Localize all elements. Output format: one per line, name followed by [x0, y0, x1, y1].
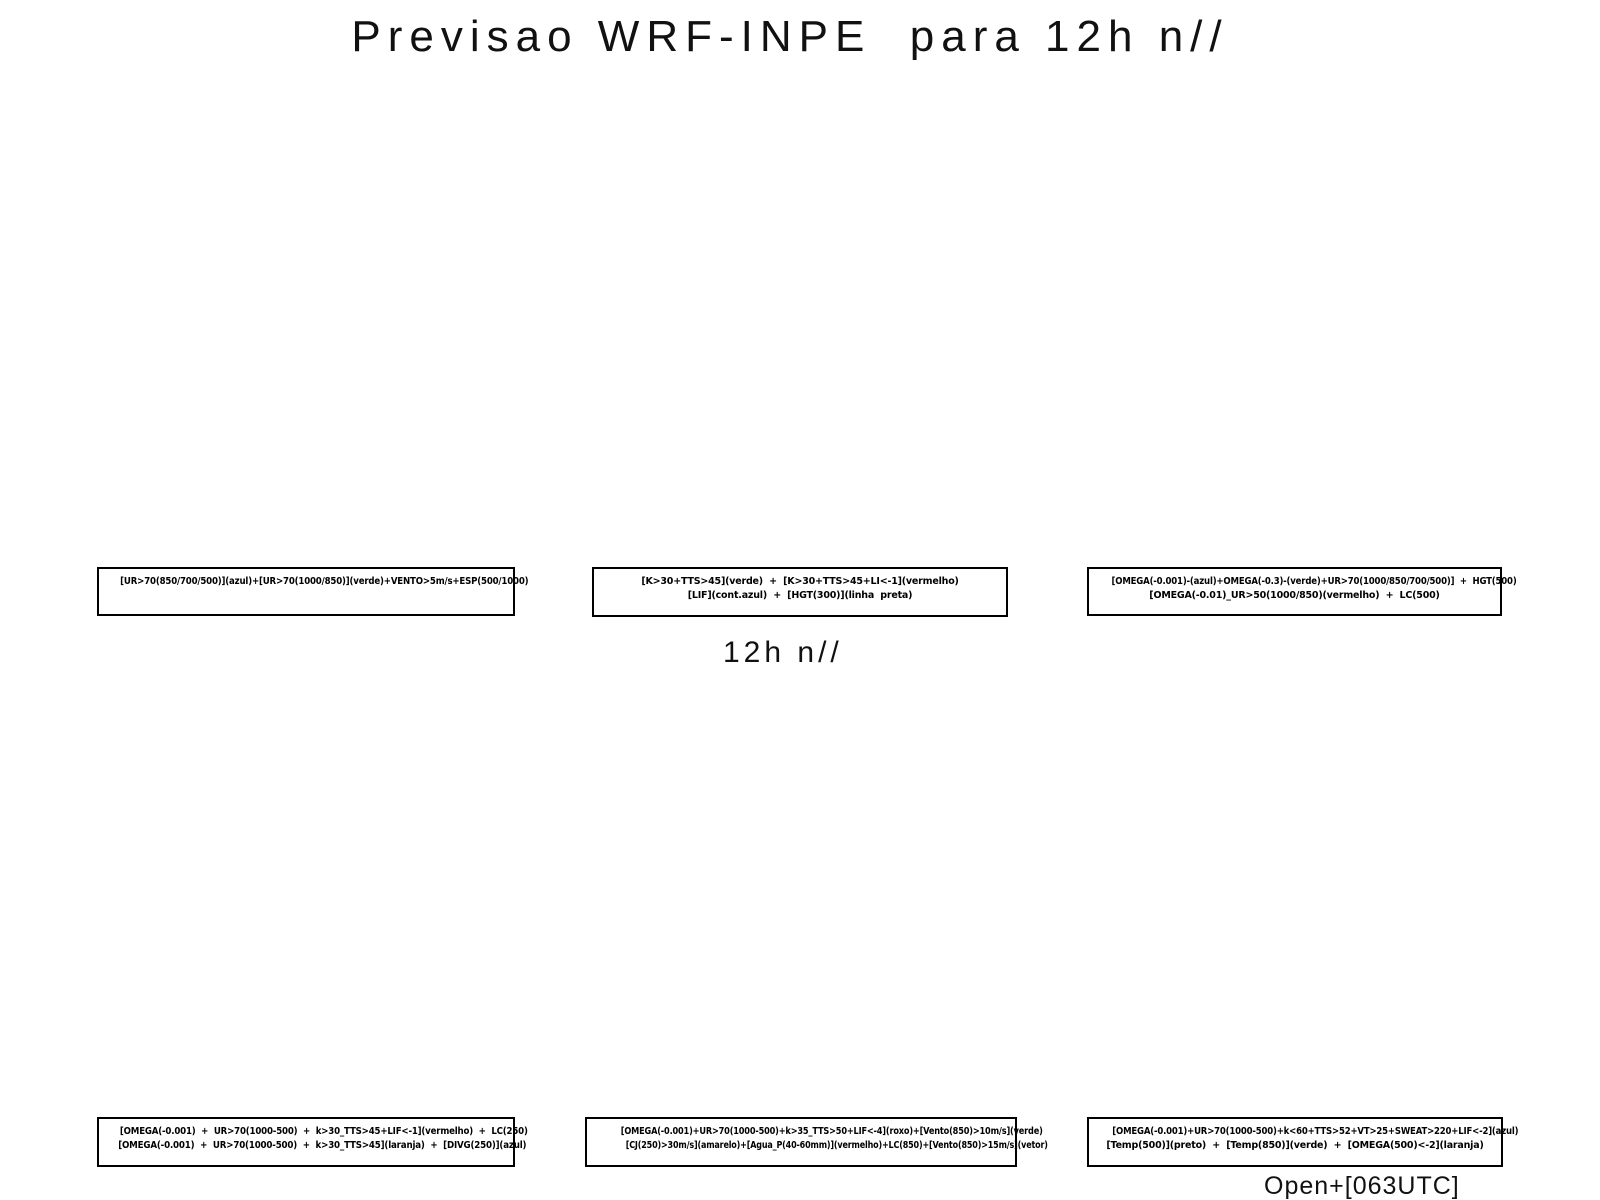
- legend-text: [CJ(250)>30m/s](amarelo)+[Agua_P(40-60mm)](vermelho)+LC(850)+[Vento(850)>15m/s](vetor): [625, 1140, 1048, 1151]
- legend-box-top-left: [97, 567, 529, 616]
- legend-box-bottom-center: [585, 1117, 1048, 1167]
- legend-box-top-right: [1087, 567, 1517, 616]
- legend-text: [Temp(500)](preto) + [Temp(850)](verde) + [OMEGA(500)<-2](laranja): [1106, 1140, 1484, 1151]
- legend-text: [LIF](cont.azul) + [HGT(300)](linha preta): [687, 590, 913, 601]
- legend-text: [UR>70(850/700/500)](azul)+[UR>70(1000/850)](verde)+VENTO>5m/s+ESP(500/1000): [120, 576, 529, 587]
- legend-line: [99, 1125, 528, 1139]
- legend-line: [587, 1125, 1043, 1139]
- legend-text: [OMEGA(-0.001) + UR>70(1000-500) + k>30_TTS>45+LIF<-1](vermelho) + LC(250): [119, 1126, 528, 1137]
- legend-line: [594, 575, 1006, 589]
- legend-line: [587, 1139, 1048, 1153]
- forecast-hour-label: 12h n//: [723, 636, 843, 669]
- legend-text: [OMEGA(-0.001)+UR>70(1000-500)+k<60+TTS>52+VT>25+SWEAT>220+LIF<-2](azul): [1112, 1126, 1519, 1137]
- legend-line: [1089, 589, 1500, 603]
- legend-text: [K>30+TTS>45](verde) + [K>30+TTS>45+LI<-1](vermelho): [641, 576, 959, 587]
- legend-box-bottom-right: [1087, 1117, 1519, 1167]
- legend-line: [1089, 575, 1517, 589]
- legend-line: [1089, 1125, 1519, 1139]
- legend-line: [1089, 1139, 1501, 1153]
- legend-line: [99, 575, 529, 589]
- legend-text: [OMEGA(-0.001)+UR>70(1000-500)+k>35_TTS>50+LIF<-4](roxo)+[Vento(850)>10m/s](verde): [620, 1126, 1043, 1137]
- legend-line: [99, 1139, 527, 1153]
- legend-line: [594, 589, 1006, 603]
- page-title: Previsao WRF-INPE para 12h n//: [351, 12, 1229, 61]
- legend-text: [OMEGA(-0.01)_UR>50(1000/850)(vermelho) + LC(500): [1149, 590, 1440, 601]
- footer-open-label: Open+[063UTC]: [1264, 1172, 1460, 1200]
- legend-box-bottom-left: [97, 1117, 528, 1167]
- legend-text: [OMEGA(-0.001) + UR>70(1000-500) + k>30_TTS>45](laranja) + [DIVG(250)](azul): [118, 1140, 527, 1151]
- legend-text: [OMEGA(-0.001)-(azul)+OMEGA(-0.3)-(verde)+UR>70(1000/850/700/500)] + HGT(500): [1111, 576, 1517, 587]
- legend-box-top-center: [592, 567, 1008, 617]
